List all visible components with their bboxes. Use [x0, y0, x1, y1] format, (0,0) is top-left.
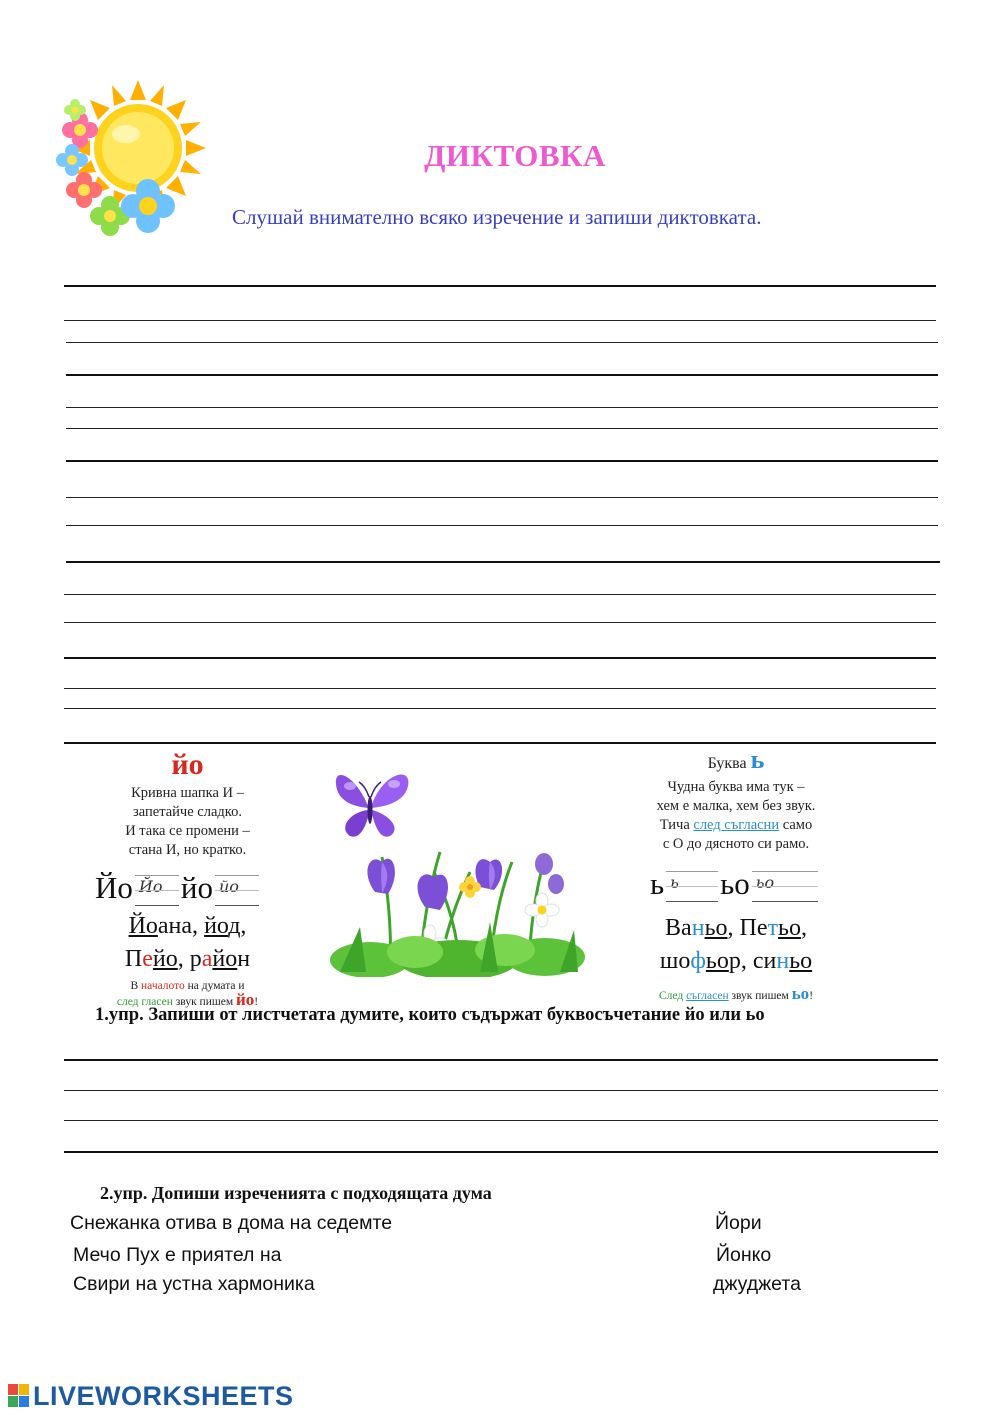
flower-meadow-illustration	[330, 832, 585, 977]
card-yo-heading: йо	[171, 748, 204, 781]
writing-line	[64, 320, 936, 321]
card-yo-demo: Йо Йо йо йо	[95, 870, 280, 906]
card-soft-rule: След съгласен звук пишем ьо!	[658, 984, 814, 1003]
card-soft-demo: ь ь ьо ьо	[636, 866, 836, 902]
script-sample: ьо	[752, 871, 818, 902]
writing-line	[66, 342, 938, 343]
writing-line	[64, 1151, 938, 1153]
footer-brand-text: LIVEWORKSHEETS	[33, 1381, 294, 1411]
card-yo	[95, 746, 280, 1009]
card-soft-heading: Буква ь	[707, 745, 765, 774]
card-yo-words-1: Йоана, йод,	[128, 913, 247, 939]
script-sample: ь	[666, 871, 718, 902]
writing-line	[66, 407, 938, 408]
writing-line	[66, 525, 938, 526]
script-sample: йо	[215, 875, 259, 906]
page-title: ДИКТОВКА	[424, 138, 606, 173]
exercise2-sentence: Мечо Пух е приятел на	[73, 1244, 282, 1266]
exercise2-prompt: 2.упр. Допиши изреченията с подходящата дума	[100, 1183, 492, 1203]
card-yo-words-2: Пейо, район	[124, 946, 251, 972]
writing-line	[64, 622, 936, 623]
butterfly-illustration	[328, 766, 414, 842]
exercise2-option[interactable]: джуджета	[713, 1273, 801, 1295]
card-yo-poem: Кривна шапка И – запетайче сладко. И така се промени – стана И, но кратко.	[125, 785, 250, 858]
writing-line	[66, 497, 938, 498]
writing-line	[66, 561, 940, 563]
writing-line	[64, 657, 936, 659]
writing-line	[64, 1120, 938, 1121]
card-soft-words-1: Ваньо, Петьо,	[665, 915, 807, 941]
writing-line	[64, 1059, 938, 1061]
writing-line	[64, 708, 936, 709]
exercise1-prompt: 1.упр. Запиши от листчетата думите, които съдържат буквосъчетание йо или ьо	[95, 1005, 765, 1025]
card-soft-poem: Чудна буква има тук – хем е малка, хем без звук. Тича след съгласни само с О до дясното си рамо.	[656, 779, 816, 852]
instruction-text: Слушай внимателно всяко изречение и запиши диктовката.	[232, 205, 762, 229]
writing-line	[64, 688, 936, 689]
writing-line	[64, 594, 936, 595]
writing-line	[64, 1090, 938, 1091]
exercise2-option[interactable]: Йонко	[716, 1244, 772, 1266]
writing-line	[66, 428, 938, 429]
writing-line	[64, 285, 936, 287]
writing-line	[66, 460, 938, 462]
exercise2-option[interactable]: Йори	[715, 1212, 762, 1234]
footer-brand[interactable]	[8, 1381, 294, 1412]
script-sample: Йо	[135, 875, 179, 906]
card-soft-sign	[636, 746, 836, 1004]
card-yo-rule: В началото на думата и след гласен звук пишем йо!	[116, 980, 259, 1009]
card-soft-words-2: шофьор, синьо	[659, 948, 813, 974]
liveworksheets-logo-icon	[8, 1384, 30, 1408]
writing-line	[64, 742, 936, 744]
exercise2-sentence: Свири на устна хармоника	[73, 1273, 315, 1295]
exercise2-sentence: Снежанка отива в дома на седемте	[70, 1212, 393, 1234]
writing-line	[66, 374, 938, 376]
